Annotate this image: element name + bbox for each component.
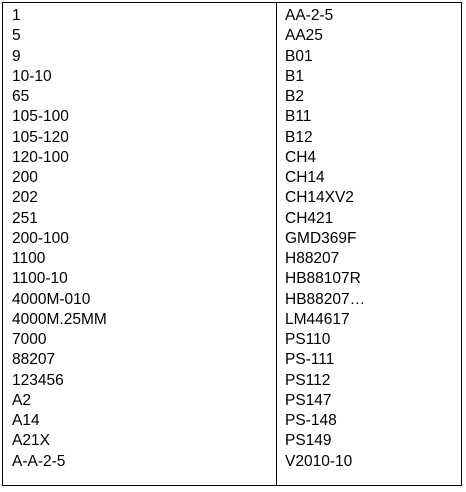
table-cell: PS-111 [285,351,335,369]
table-cell: 120-100 [12,148,69,166]
table-cell: PS110 [285,331,331,348]
sorted-values-table [2,2,462,486]
table-cell: B01 [285,47,313,65]
table-cell: HB88207… [285,290,366,308]
table-cell: AA25 [285,27,323,45]
table-cell: PS147 [285,391,332,409]
table-cell: B1 [285,67,304,85]
table-cell: 88207 [12,351,56,369]
table-cell: 251 [12,209,38,227]
table-cell: 10-10 [12,67,52,85]
table-cell: LM44617 [285,310,350,328]
table-cell: CH4 [285,148,317,166]
table-cell: PS112 [285,371,331,389]
table-cell: 65 [12,88,30,105]
table-cell: 202 [12,189,38,207]
table-cell: A2 [12,391,31,409]
table-cell: 1100 [12,250,46,267]
table-column-right [277,3,461,485]
table-cell: PS-148 [285,412,337,429]
table-cell: V2010-10 [285,452,353,470]
table-column-left [3,3,277,485]
table-cell: CH14XV2 [285,189,354,207]
table-cell: H88207 [285,250,340,267]
table-cell: 4000M-010 [12,290,91,308]
table-cell: CH14 [285,169,325,186]
table-cell: 9 [12,47,21,65]
table-cell: CH421 [285,209,334,227]
table-cell: A14 [12,412,40,429]
table-cell: B12 [285,128,313,146]
table-cell: AA-2-5 [285,7,334,24]
table-cell: B2 [285,88,304,105]
table-cell: 200-100 [12,229,69,247]
table-cell: 5 [12,27,21,45]
table-cell: 1 [12,7,21,24]
table-cell: HB88107R [285,270,361,288]
table-cell: 200 [12,169,38,186]
table-cell: PS149 [285,432,332,450]
table-cell: B11 [285,108,312,126]
table-cell: 123456 [12,371,64,389]
table-cell: GMD369F [285,229,357,247]
table-cell: A-A-2-5 [12,452,66,470]
table-cell: 105-100 [12,108,69,126]
table-cell: A21X [12,432,50,450]
table-cell: 7000 [12,331,47,348]
table-cell: 4000M.25MM [12,310,107,328]
table-cell: 1100-10 [12,270,68,288]
table-cell: 105-120 [12,128,69,146]
